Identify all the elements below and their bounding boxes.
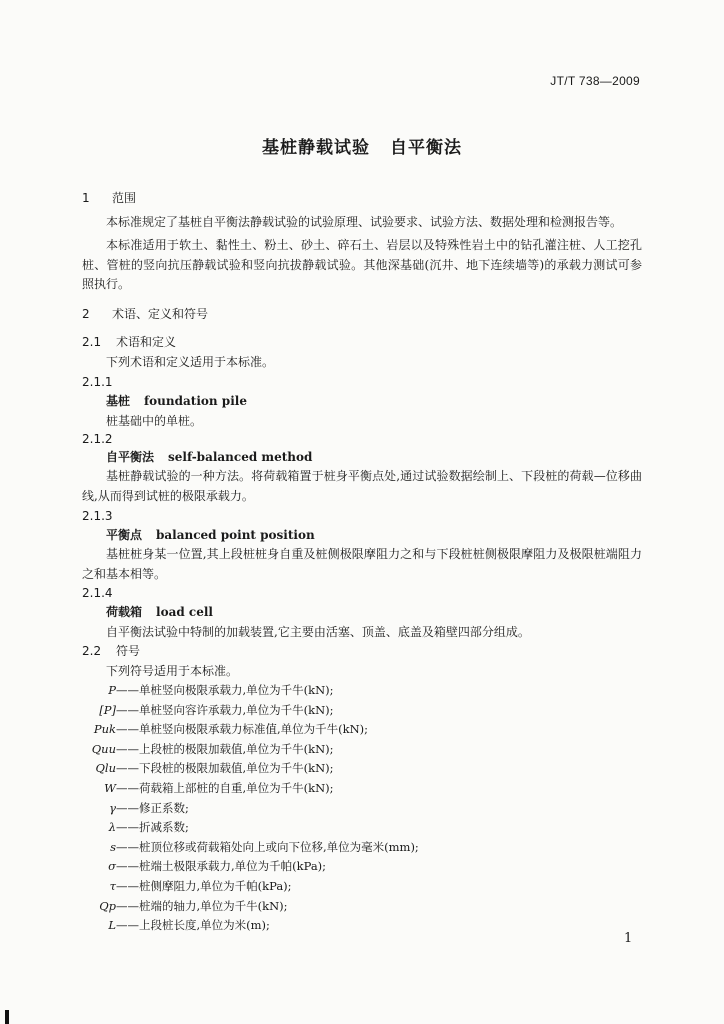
symbol-row xyxy=(78,682,334,698)
term-number: 2.1.1 xyxy=(82,375,113,389)
symbol-description: ——上段桩的极限加载值,单位为千牛(kN); xyxy=(116,741,334,756)
symbol-row xyxy=(78,898,288,914)
title-main: 基桩静载试验 xyxy=(262,138,370,158)
symbols-intro: 下列符号适用于本标准。 xyxy=(106,664,239,678)
subsection-title: 符号 xyxy=(116,644,141,658)
symbol: τ xyxy=(109,879,116,893)
term-en: self-balanced method xyxy=(168,450,313,464)
term-definition: 桩基础中的单桩。 xyxy=(106,414,203,428)
term-definition: 基桩静载试验的一种方法。将荷载箱置于桩身平衡点处,通过试验数据绘制上、下段桩的荷载—位移曲线,从而得到试桩的极限承载力。 xyxy=(82,469,642,503)
symbol-description: ——下段桩的极限加载值,单位为千牛(kN); xyxy=(116,761,334,776)
symbol-row xyxy=(78,858,326,874)
symbol: W xyxy=(104,781,116,795)
term-en: balanced point position xyxy=(156,528,315,542)
subsection-number: 2.2 xyxy=(82,644,102,658)
scope-paragraph-1: 本标准规定了基桩自平衡法静载试验的试验原理、试验要求、试验方法、数据处理和检测报告等。 xyxy=(106,215,623,229)
term-cn: 平衡点 xyxy=(106,528,143,542)
term-en: foundation pile xyxy=(144,394,247,408)
term-definition: 基桩桩身某一位置,其上段桩桩身自重及桩侧极限摩阻力之和与下段桩桩侧极限摩阻力及极限桩端阻力之和基本相等。 xyxy=(82,547,642,581)
symbol-description: ——单桩竖向极限承载力,单位为千牛(kN); xyxy=(116,683,334,697)
symbol: Puk xyxy=(93,722,116,737)
section-1-heading xyxy=(82,190,136,206)
subsection-number: 2.1 xyxy=(82,335,102,349)
symbol: [P] xyxy=(99,702,116,717)
term-heading xyxy=(106,527,315,543)
symbol: Quu xyxy=(91,741,116,756)
section-number: 2 xyxy=(82,307,90,321)
symbol: Qp xyxy=(99,898,116,913)
subsection-2-1-heading xyxy=(82,334,176,350)
symbol: L xyxy=(108,918,116,933)
symbol-row xyxy=(78,702,334,718)
term-cn: 荷载箱 xyxy=(106,605,143,619)
symbol-description: ——桩顶位移或荷载箱处向上或向下位移,单位为毫米(mm); xyxy=(116,839,419,854)
symbol: Qlu xyxy=(95,761,116,776)
symbol: P xyxy=(108,683,116,697)
page-title xyxy=(0,133,724,158)
symbol-description: ——单桩竖向容许承载力,单位为千牛(kN); xyxy=(116,702,334,717)
symbol-description: ——桩侧摩阻力,单位为千帕(kPa); xyxy=(116,879,292,893)
symbol-row xyxy=(78,819,189,835)
term-heading xyxy=(106,604,213,620)
symbol-description: ——桩端的轴力,单位为千牛(kN); xyxy=(116,898,288,913)
section-title: 范围 xyxy=(112,191,137,205)
title-sub: 自平衡法 xyxy=(390,138,462,158)
symbol-description: ——单桩竖向极限承载力标准值,单位为千牛(kN); xyxy=(116,722,369,737)
term-heading xyxy=(106,449,312,465)
symbol-description: ——荷载箱上部桩的自重,单位为千牛(kN); xyxy=(116,781,334,795)
scope-paragraph-2: 本标准适用于软土、黏性土、粉土、砂土、碎石土、岩层以及特殊性岩土中的钻孔灌注桩、人工挖孔桩、管桩的竖向抗压静载试验和竖向抗拔静载试验。其他深基础(沉井、地下连续墙等)的承载力测试可参照执行。 xyxy=(82,238,642,291)
symbol-row xyxy=(78,917,270,933)
term-number: 2.1.4 xyxy=(82,586,113,600)
symbol-description: ——修正系数; xyxy=(116,800,189,815)
section-2-heading xyxy=(82,306,208,322)
symbol-description: ——桩端土极限承载力,单位为千帕(kPa); xyxy=(116,859,327,874)
section-title: 术语、定义和符号 xyxy=(112,307,209,321)
symbol-row xyxy=(78,780,334,796)
symbol-row xyxy=(78,760,334,776)
subsection-title: 术语和定义 xyxy=(116,335,177,349)
terms-intro: 下列术语和定义适用于本标准。 xyxy=(106,355,275,369)
symbol-description: ——上段桩长度,单位为米(m); xyxy=(116,918,270,933)
term-cn: 基桩 xyxy=(106,394,131,408)
symbol-row xyxy=(78,721,368,737)
symbol: s xyxy=(110,839,116,854)
symbol-row xyxy=(78,878,292,894)
page-number: 1 xyxy=(624,931,633,946)
subsection-2-2-heading xyxy=(82,643,140,659)
symbol: γ xyxy=(109,800,116,815)
symbol: σ xyxy=(108,859,116,874)
symbol-row xyxy=(78,839,419,855)
symbol-row xyxy=(78,741,334,757)
term-definition: 自平衡法试验中特制的加载装置,它主要由活塞、顶盖、底盖及箱壁四部分组成。 xyxy=(106,625,530,639)
symbol-row xyxy=(78,800,189,816)
term-en: load cell xyxy=(156,605,213,619)
symbol: λ xyxy=(108,820,116,835)
term-heading xyxy=(106,393,247,409)
term-cn: 自平衡法 xyxy=(106,450,155,464)
scan-mark xyxy=(5,1010,9,1024)
standard-number: JT/T 738—2009 xyxy=(550,74,640,88)
term-number: 2.1.2 xyxy=(82,432,113,446)
section-number: 1 xyxy=(82,191,90,205)
symbol-description: ——折减系数; xyxy=(116,820,189,835)
term-number: 2.1.3 xyxy=(82,509,113,523)
